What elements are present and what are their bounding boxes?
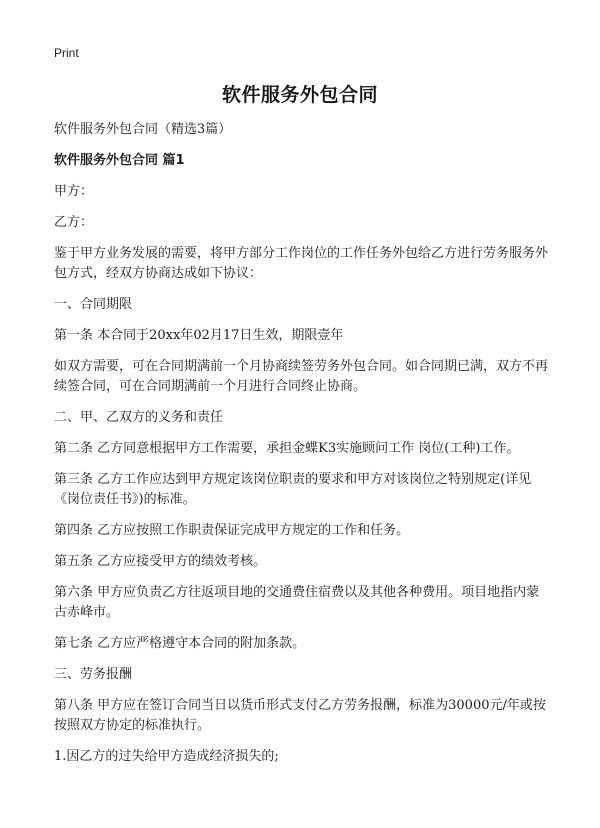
paragraph-heading-term: 一、合同期限 [54,297,133,312]
paragraph-article-4: 第四条 乙方应按照工作职责保证完成甲方规定的工作和任务。 [54,523,410,538]
paragraph-heading-remuneration: 三、劳务报酬 [54,667,133,682]
paragraph-article-3: 第三条 乙方工作应达到甲方规定该岗位职责的要求和甲方对该岗位之特别规定(详见《岗位责任书》)的标准。 [54,472,532,507]
document-title: 软件服务外包合同 [221,84,378,106]
paragraph-party-a: 甲方： [54,184,94,199]
paragraph-article-8: 第八条 甲方应在签订合同当日以货币形式支付乙方劳务报酬，标准为30000元/年或按按照双方协定的标准执行。 [54,698,546,733]
paragraph-item-1: 1.因乙方的过失给甲方造成经济损失的; [54,749,279,764]
paragraph-preamble: 鉴于甲方业务发展的需要，将甲方部分工作岗位的工作任务外包给乙方进行劳务服务外包方式，经双方协商达成如下协议： [54,246,549,281]
print-link[interactable]: Print [54,46,79,60]
paragraph-article-7: 第七条 乙方应严格遵守本合同的附加条款。 [54,636,306,651]
paragraph-doc-subtitle: 软件服务外包合同（精选3篇） [54,122,232,137]
paragraph-renewal: 如双方需要，可在合同期满前一个月协商续签劳务外包合同。如合同期已满，双方不再续签合同，可在合同期满前一个月进行合同终止协商。 [54,359,549,394]
paragraph-section-heading: 软件服务外包合同 篇1 [54,153,185,168]
paragraph-article-1: 第一条 本合同于20xx年02月17日生效，期限壹年 [54,328,344,343]
paragraph-heading-obligations: 二、甲、乙双方的义务和责任 [54,410,224,425]
paragraph-article-6: 第六条 甲方应负责乙方往返项目地的交通费住宿费以及其他各种费用。项目地指内蒙古赤峰市。 [54,585,540,620]
paragraph-article-5: 第五条 乙方应接受甲方的绩效考核。 [54,554,267,569]
paragraph-article-2: 第二条 乙方同意根据甲方工作需要，承担金蝶K3实施顾问工作 岗位(工种)工作。 [54,441,520,456]
document-body [54,120,548,778]
paragraph-party-b: 乙方： [54,215,94,230]
